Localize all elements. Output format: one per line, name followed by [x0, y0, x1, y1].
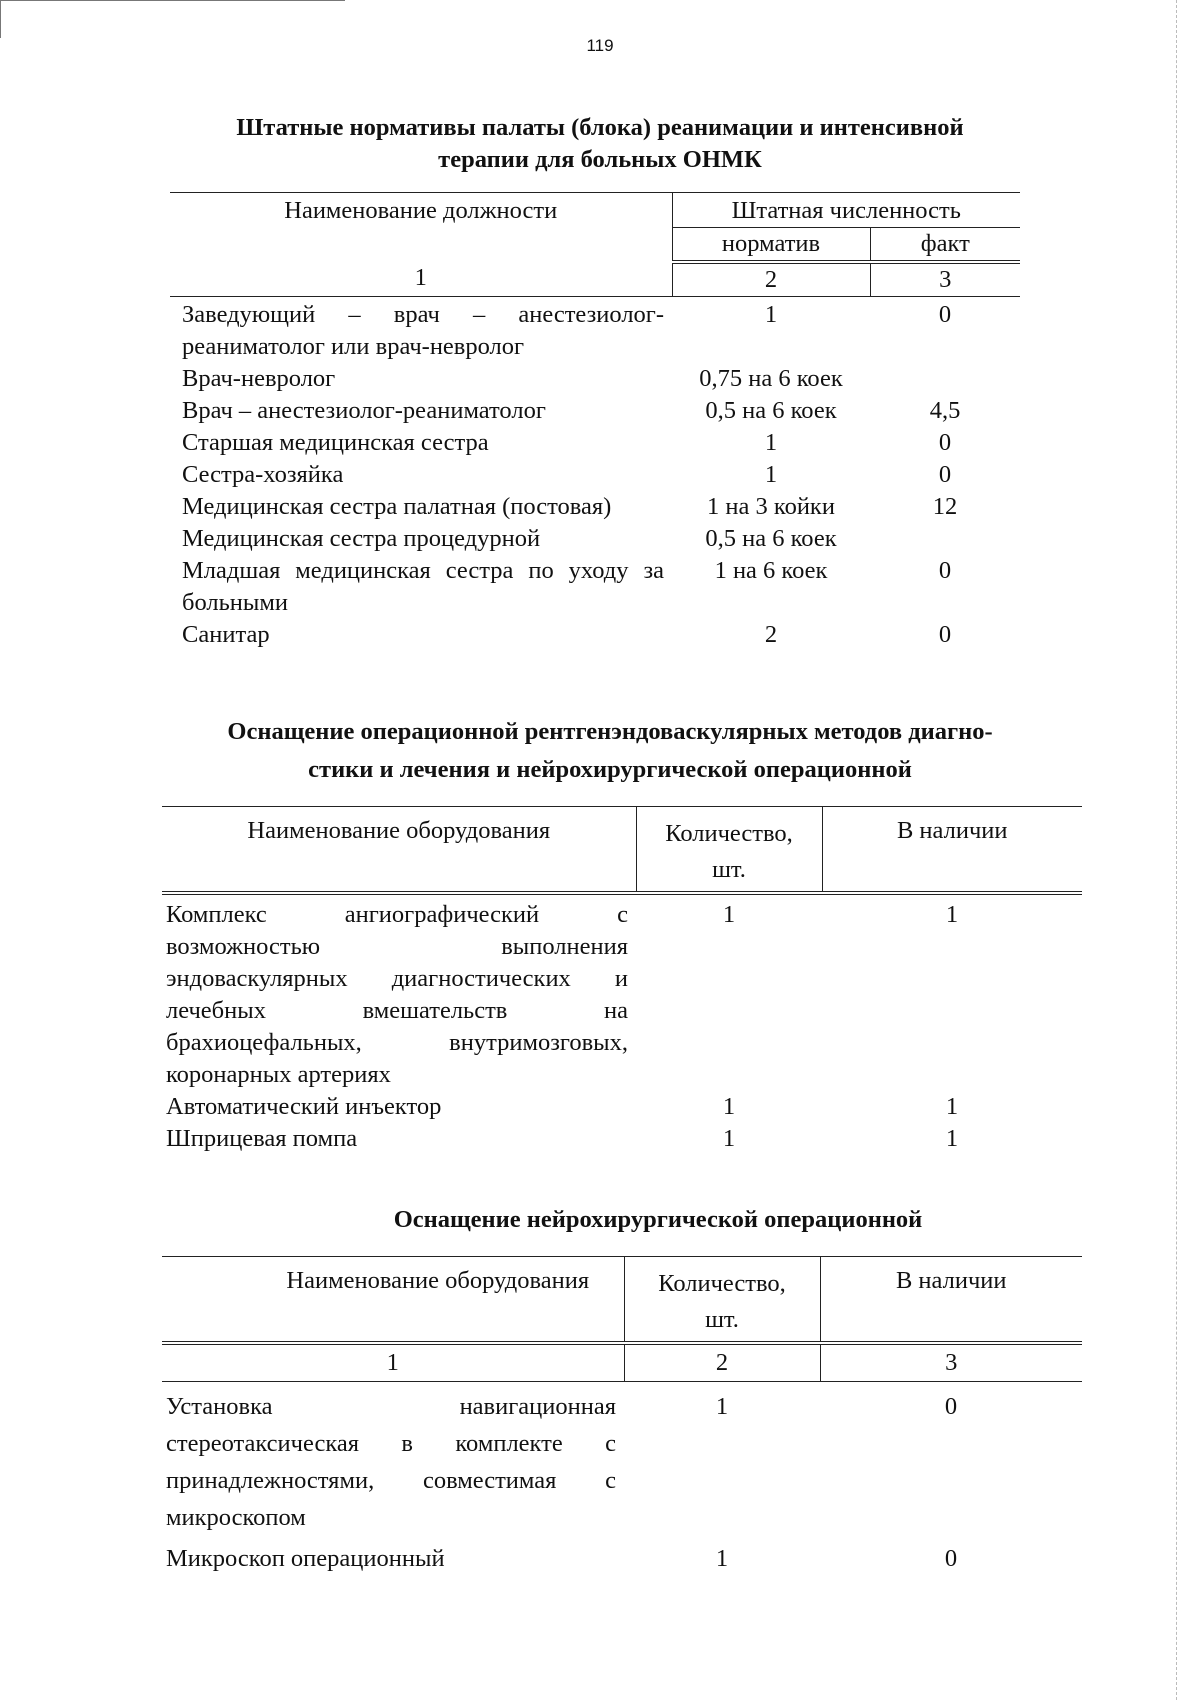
row-norm: 1	[764, 301, 778, 328]
table-row	[170, 297, 1020, 364]
col-number-1: 1	[162, 1343, 624, 1382]
row-available: 1	[945, 1125, 959, 1152]
table-row	[162, 1382, 1082, 1537]
row-position-name: Медицинская сестра процедурной	[182, 525, 541, 552]
header-quantity	[636, 807, 822, 894]
row-fact	[870, 523, 1020, 555]
header-norm: норматив	[672, 228, 870, 263]
row-position-name: Санитар	[182, 621, 270, 648]
col-number-1: 1	[170, 262, 672, 297]
table-row	[170, 523, 1020, 555]
row-norm: 1 на 3 койки	[707, 493, 835, 520]
table-row	[170, 363, 1020, 395]
table-row	[170, 395, 1020, 427]
header-available: В наличии	[820, 1257, 1082, 1344]
neuro-column-numbers	[162, 1343, 1082, 1382]
table-row	[170, 491, 1020, 523]
page-number: 119	[586, 36, 614, 55]
staffing-column-numbers	[170, 262, 1020, 297]
col-number-3: 3	[870, 262, 1020, 297]
header-position: Наименование должности	[170, 193, 672, 263]
row-position-name: Младшая медицинская сестра по уходу за больными	[182, 557, 664, 616]
row-available: 0	[944, 1545, 958, 1572]
row-quantity: 1	[715, 1545, 729, 1572]
header-quantity-line-1: Количество,	[665, 820, 793, 847]
row-quantity: 1	[722, 1093, 736, 1120]
table-row	[162, 1123, 1082, 1155]
header-quantity-line-2: шт.	[705, 1306, 739, 1333]
header-quantity-line-1: Количество,	[658, 1270, 786, 1297]
table-row	[162, 1091, 1082, 1123]
neurosurgery-equipment-table	[162, 1256, 1082, 1577]
row-position-name: Врач – анестезиолог-реаниматолог	[182, 397, 546, 424]
row-position-name: Старшая медицинская сестра	[182, 429, 489, 456]
row-norm: 1	[764, 429, 778, 456]
section1-title-line-1: Штатные нормативы палаты (блока) реанимации и интенсивной	[236, 114, 964, 141]
row-fact	[870, 363, 1020, 395]
xray-equipment-table	[162, 806, 1082, 1155]
staffing-header-row-1	[170, 193, 1020, 228]
section3-title: Оснащение нейрохирургической операционной	[393, 1206, 923, 1233]
row-equipment-name: Автоматический инъектор	[166, 1093, 442, 1120]
row-fact: 0	[938, 557, 952, 584]
row-norm: 2	[764, 621, 778, 648]
row-fact: 0	[938, 621, 952, 648]
scan-edge-top	[0, 0, 345, 1]
header-equipment-name	[162, 1257, 624, 1344]
row-position-name: Врач-невролог	[182, 365, 336, 392]
row-quantity: 1	[722, 1125, 736, 1152]
section2-title-line-1: Оснащение операционной рентгенэндоваскулярных методов диагно-	[227, 718, 993, 745]
col-number-2: 2	[624, 1343, 820, 1382]
row-fact: 0	[938, 429, 952, 456]
row-fact: 0	[938, 301, 952, 328]
scan-edge-left	[0, 0, 1, 38]
row-position-name: Медицинская сестра палатная (постовая)	[182, 493, 612, 520]
row-norm: 1 на 6 коек	[714, 557, 828, 584]
section2-title-line-2: стики и лечения и нейрохирургической операционной	[308, 756, 912, 783]
row-position-name: Заведующий – врач – анестезиолог-реаниматолог или врач-невролог	[182, 301, 664, 360]
row-available: 1	[945, 901, 959, 928]
row-equipment-name: Установка навигационная стереотаксическая в комплекте с принадлежностями, совместимая с микроскопом	[166, 1393, 616, 1531]
header-equipment-name: Наименование оборудования	[162, 807, 636, 894]
row-equipment-name: Комплекс ангиографический с возможностью выполнения эндоваскулярных диагностических и лечебных вмешательств на брахиоцефальных, внутримозговых, коронарных артериях	[166, 901, 628, 1088]
scan-edge-right	[1176, 0, 1177, 1700]
section2-title	[110, 713, 1110, 789]
row-position-name: Сестра-хозяйка	[182, 461, 344, 488]
row-fact: 4,5	[929, 397, 961, 424]
header-fact: факт	[870, 228, 1020, 263]
row-norm: 1	[764, 461, 778, 488]
staffing-table	[170, 192, 1020, 651]
header-staffing: Штатная численность	[672, 193, 1020, 228]
table-row	[170, 459, 1020, 491]
neuro-header-row	[162, 1257, 1082, 1344]
row-fact: 12	[932, 493, 958, 520]
table-row	[170, 555, 1020, 619]
table-row	[162, 893, 1082, 1091]
row-fact: 0	[938, 461, 952, 488]
section1-title	[100, 112, 1100, 176]
header-quantity-line-2: шт.	[712, 856, 746, 883]
row-quantity: 1	[722, 901, 736, 928]
row-norm: 0,5 на 6 коек	[705, 525, 837, 552]
row-available: 1	[945, 1093, 959, 1120]
col-number-2: 2	[672, 262, 870, 297]
row-quantity: 1	[715, 1393, 729, 1420]
row-equipment-name: Шприцевая помпа	[166, 1125, 358, 1152]
table-row	[170, 427, 1020, 459]
row-available: 0	[944, 1393, 958, 1420]
table-row	[170, 619, 1020, 651]
row-norm: 0,5 на 6 коек	[705, 397, 837, 424]
row-norm: 0,75 на 6 коек	[699, 365, 843, 392]
col-number-3: 3	[820, 1343, 1082, 1382]
section1-title-line-2: терапии для больных ОНМК	[438, 146, 762, 173]
header-quantity	[624, 1257, 820, 1344]
table-row	[162, 1536, 1082, 1577]
row-equipment-name: Микроскоп операционный	[166, 1545, 445, 1572]
header-available: В наличии	[822, 807, 1082, 894]
xray-header-row	[162, 807, 1082, 894]
header-equipment-name-label: Наименование оборудования	[286, 1267, 590, 1294]
